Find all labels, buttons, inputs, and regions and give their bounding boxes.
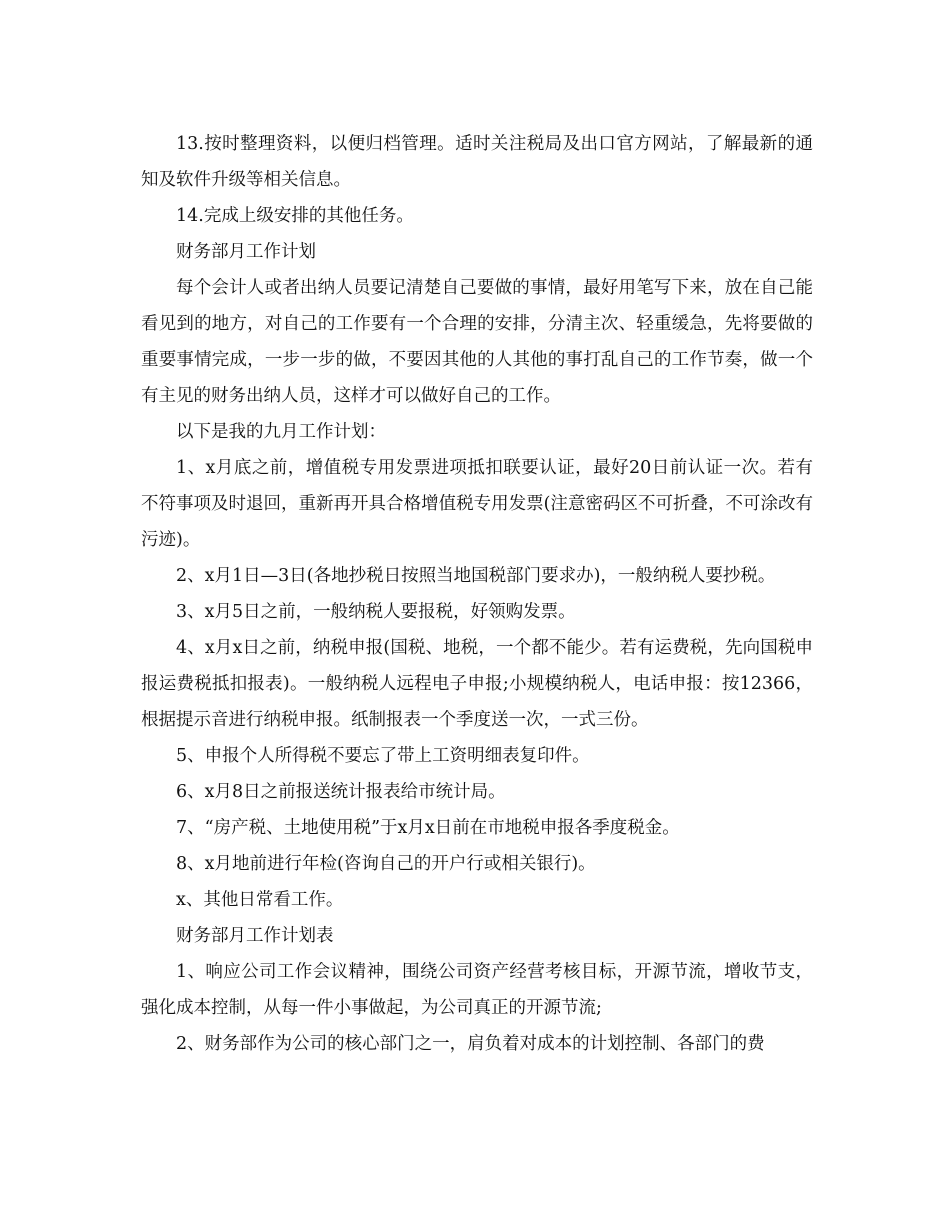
plan-item-2: 2、x月1日—3日(各地抄税日按照当地国税部门要求办)，一般纳税人要抄税。	[176, 566, 776, 586]
plan-item-8: 8、x月地前进行年检(咨询自己的开户行或相关银行)。	[176, 854, 596, 874]
plan-item-7: 7、“房产税、土地使用税”于x月x日前在市地税申报各季度税金。	[176, 818, 680, 838]
table-item-2: 2、财务部作为公司的核心部门之一，肩负着对成本的计划控制、各部门的费	[176, 1034, 765, 1054]
plan-item-x: x、其他日常看工作。	[176, 890, 344, 910]
plan-item-5: 5、申报个人所得税不要忘了带上工资明细表复印件。	[176, 746, 590, 766]
paragraph-september-plan: 以下是我的九月工作计划：	[176, 422, 386, 442]
paragraph-item-13: 13.按时整理资料，以便归档管理。适时关注税局及出口官方网站，了解最新的通知及软件升级等相关信息。	[141, 134, 813, 190]
table-item-1: 1、响应公司工作会议精神，围绕公司资产经营考核目标，开源节流，增收节支，强化成本控制，从每一件小事做起，为公司真正的开源节流;	[141, 962, 813, 1018]
plan-item-6: 6、x月8日之前报送统计报表给市统计局。	[176, 782, 506, 802]
section-heading-plan-table: 财务部月工作计划表	[176, 926, 334, 946]
plan-item-1: 1、x月底之前，增值税专用发票进项抵扣联要认证，最好20日前认证一次。若有不符事项及时退回，重新再开具合格增值税专用发票(注意密码区不可折叠，不可涂改有污迹)。	[141, 458, 813, 550]
paragraph-item-14: 14.完成上级安排的其他任务。	[176, 206, 414, 226]
document-body	[141, 126, 813, 1062]
section-heading-monthly-plan: 财务部月工作计划	[176, 242, 316, 262]
plan-item-4: 4、x月x日之前，纳税申报(国税、地税，一个都不能少。若有运费税，先向国税申报运费税抵扣报表)。一般纳税人远程电子申报;小规模纳税人，电话申报：按12366，根据提示音进行纳税申报。纸制报表一个季度送一次，一式三份。	[141, 638, 813, 730]
plan-item-3: 3、x月5日之前，一般纳税人要报税，好领购发票。	[176, 602, 576, 622]
paragraph-intro: 每个会计人或者出纳人员要记清楚自己要做的事情，最好用笔写下来，放在自己能看见到的地方，对自己的工作要有一个合理的安排，分清主次、轻重缓急，先将要做的重要事情完成，一步一步的做，不要因其他的人其他的事打乱自己的工作节奏，做一个有主见的财务出纳人员，这样才可以做好自己的工作。	[141, 278, 813, 406]
